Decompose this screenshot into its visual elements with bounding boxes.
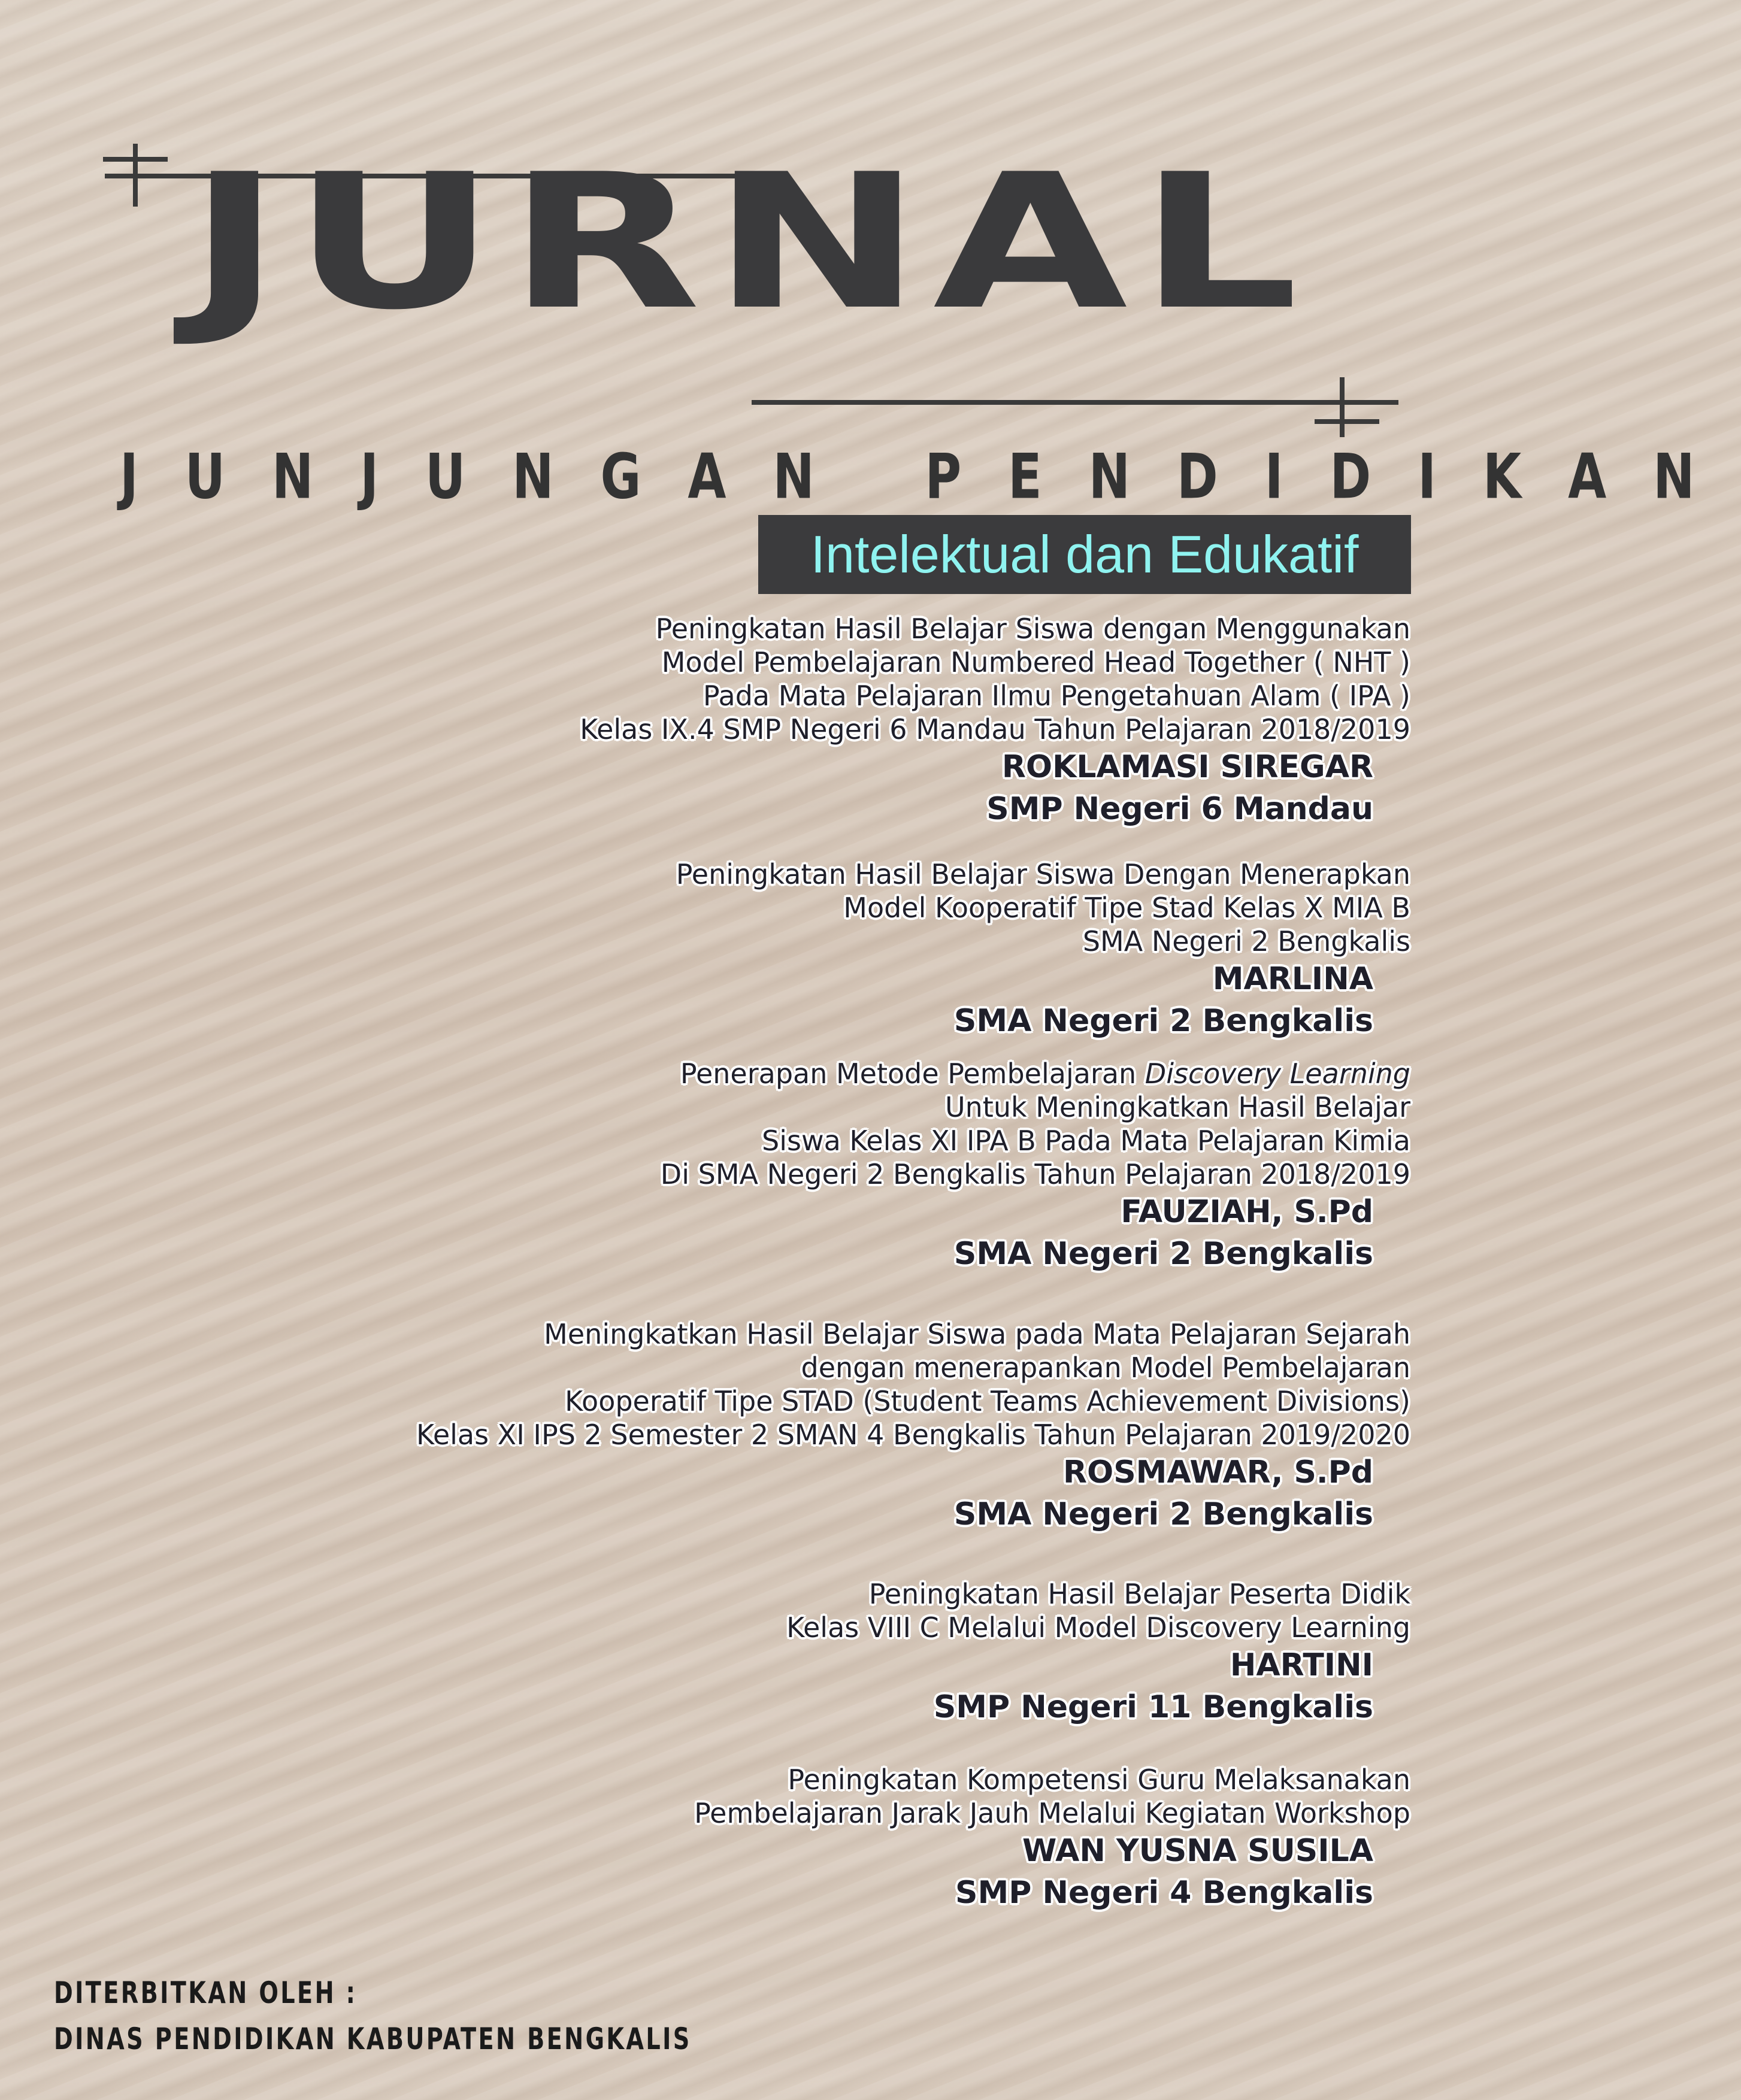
article-title-line: Kelas IX.4 SMP Negeri 6 Mandau Tahun Pelajaran 2018/2019 (580, 713, 1410, 746)
article-school: SMP Negeri 6 Mandau (986, 791, 1373, 827)
article-title-line: Siswa Kelas XI IPA B Pada Mata Pelajaran Kimia (762, 1125, 1410, 1157)
article-title-line: Peningkatan Hasil Belajar Siswa dengan Menggunakan (655, 613, 1410, 645)
article-2 (676, 857, 1410, 1042)
article-title-line: Pembelajaran Jarak Jauh Melalui Kegiatan Workshop (694, 1797, 1410, 1829)
article-3 (661, 1057, 1410, 1275)
article-title-line: Kelas XI IPS 2 Semester 2 SMAN 4 Bengkalis Tahun Pelajaran 2019/2020 (416, 1419, 1410, 1451)
article-author: FAUZIAH, S.Pd (1121, 1194, 1373, 1230)
article-title-line: dengan menerapankan Model Pembelajaran (801, 1351, 1410, 1384)
article-4 (416, 1317, 1410, 1535)
article-title-line: Model Pembelajaran Numbered Head Together ( NHT ) (661, 646, 1410, 678)
article-author: ROKLAMASI SIREGAR (1001, 749, 1373, 785)
article-1 (580, 612, 1410, 830)
bottom-rule (752, 400, 1398, 405)
journal-tagline: Intelektual dan Edukatif (758, 515, 1411, 594)
article-title-line: Peningkatan Kompetensi Guru Melaksanakan (788, 1763, 1410, 1796)
article-author: MARLINA (1212, 961, 1373, 997)
article-6 (694, 1763, 1410, 1914)
article-title-line: Model Kooperatif Tipe Stad Kelas X MIA B (843, 892, 1410, 924)
article-author: HARTINI (1230, 1647, 1373, 1683)
article-title-line: Pada Mata Pelajaran Ilmu Pengetahuan Alam ( IPA ) (703, 680, 1410, 712)
bottom-cross-horizontal (1315, 419, 1379, 424)
journal-title: JURNAL (187, 134, 1310, 351)
article-school: SMA Negeri 2 Bengkalis (953, 1496, 1373, 1532)
article-title-line: Peningkatan Hasil Belajar Siswa Dengan Menerapkan (676, 858, 1410, 890)
article-title-line: Kooperatif Tipe STAD (Student Teams Achievement Divisions) (565, 1385, 1410, 1417)
journal-subtitle: JUNJUNGAN PENDIDIKAN (120, 441, 1741, 513)
article-title-text: Penerapan Metode Pembelajaran Discovery Learning (680, 1057, 1410, 1090)
article-author: WAN YUSNA SUSILA (1022, 1833, 1373, 1869)
article-author: ROSMAWAR, S.Pd (1062, 1454, 1373, 1490)
article-school: SMA Negeri 2 Bengkalis (953, 1003, 1373, 1039)
article-school: SMP Negeri 4 Bengkalis (955, 1875, 1373, 1911)
bottom-cross-vertical (1340, 377, 1345, 437)
article-5 (786, 1577, 1410, 1728)
article-title-line: Meningkatkan Hasil Belajar Siswa pada Mata Pelajaran Sejarah (544, 1318, 1410, 1350)
publisher-label: DITERBITKAN OLEH : (54, 1975, 358, 2010)
article-school: SMA Negeri 2 Bengkalis (953, 1236, 1373, 1272)
article-title-line: Untuk Meningkatkan Hasil Belajar (944, 1091, 1410, 1123)
article-title-line (661, 1057, 1410, 1090)
article-title-line: SMA Negeri 2 Bengkalis (1082, 925, 1410, 957)
article-title-line: Kelas VIII C Melalui Model Discovery Learning (786, 1611, 1410, 1644)
article-school: SMP Negeri 11 Bengkalis (933, 1689, 1373, 1725)
article-title-emphasis: Discovery Learning (1144, 1057, 1410, 1090)
publisher-name: DINAS PENDIDIKAN KABUPATEN BENGKALIS (54, 2022, 692, 2056)
article-title-line: Peningkatan Hasil Belajar Peserta Didik (868, 1578, 1410, 1610)
top-cross-vertical (133, 144, 138, 207)
article-title-line: Di SMA Negeri 2 Bengkalis Tahun Pelajaran 2018/2019 (660, 1158, 1410, 1190)
